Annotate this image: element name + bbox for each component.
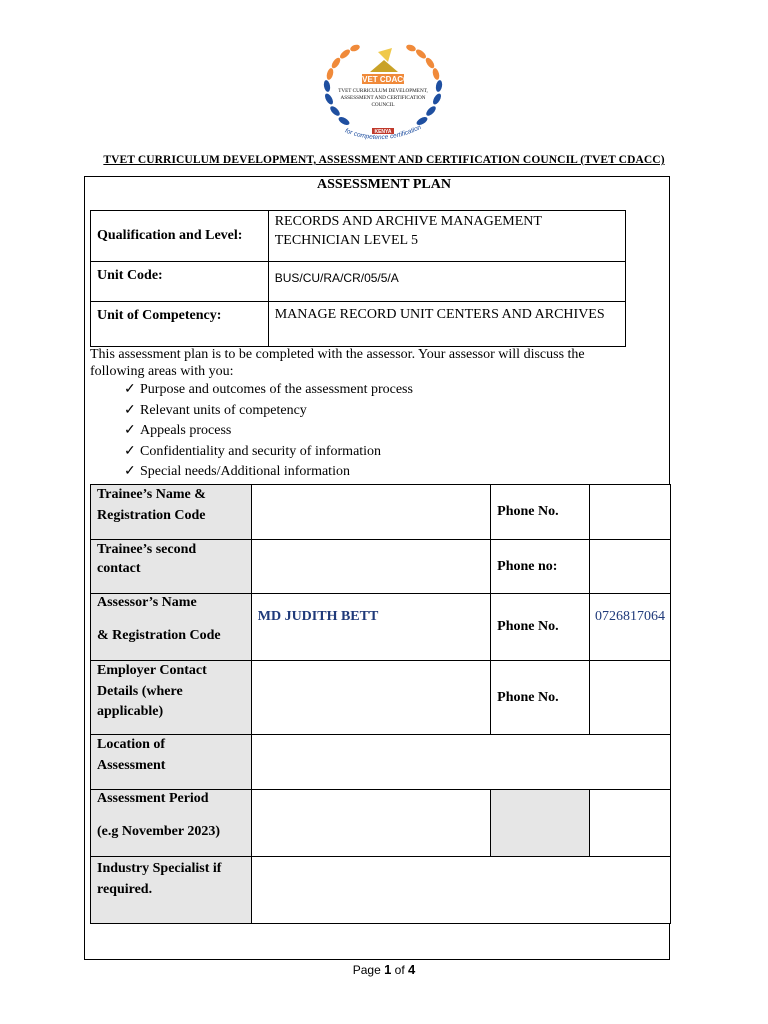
location-field[interactable]	[251, 735, 670, 790]
document-title: ASSESSMENT PLAN	[317, 177, 451, 192]
list-item: ✓ Relevant units of competency	[124, 401, 413, 422]
organization-title: TVET CURRICULUM DEVELOPMENT, ASSESSMENT AND CERTIFICATION COUNCIL (TVET CDACC)	[103, 154, 665, 166]
table-row	[91, 661, 671, 735]
table-row	[91, 302, 626, 347]
assessor-name-value[interactable]: MD JUDITH BETT	[251, 594, 490, 661]
table-row	[91, 485, 671, 540]
employer-contact-field[interactable]	[251, 661, 490, 735]
second-phone-label: Phone no:	[491, 540, 590, 594]
svg-text:COUNCIL: COUNCIL	[371, 102, 395, 108]
trainee-phone-field[interactable]	[590, 485, 671, 540]
assessment-period-extra-cell	[491, 790, 590, 857]
trainee-name-field[interactable]	[251, 485, 490, 540]
assessor-name-label: Assessor’s Name & Registration Code	[91, 594, 252, 661]
page-footer: Page 1 of 4	[352, 962, 416, 977]
assessor-phone-label: Phone No.	[491, 594, 590, 661]
table-row	[91, 735, 671, 790]
assessment-period-extra-field[interactable]	[590, 790, 671, 857]
table-row	[91, 594, 671, 661]
laurel-right-icon	[405, 43, 443, 126]
laurel-left-icon	[323, 43, 361, 126]
assessor-phone-value[interactable]: 0726817064	[590, 594, 671, 661]
svg-text:TVET CURRICULUM DEVELOPMENT,: TVET CURRICULUM DEVELOPMENT,	[338, 88, 428, 94]
qualification-value: RECORDS AND ARCHIVE MANAGEMENT TECHNICIAN LEVEL 5	[268, 211, 625, 262]
industry-specialist-label: Industry Specialist if required.	[91, 857, 252, 924]
competency-label: Unit of Competency:	[91, 302, 269, 347]
checkmark-icon: ✓	[124, 464, 136, 479]
list-item: ✓ Appeals process	[124, 421, 413, 442]
table-row	[91, 211, 626, 262]
unit-code-value: BUS/CU/RA/CR/05/5/A	[268, 262, 625, 302]
svg-text:for competence certification: for competence certification	[343, 123, 423, 142]
assessment-period-field[interactable]	[251, 790, 490, 857]
list-item: ✓ Purpose and outcomes of the assessment process	[124, 380, 413, 401]
assessment-details-table	[90, 484, 671, 924]
employer-contact-label: Employer Contact Details (where applicable)	[91, 661, 252, 735]
second-contact-label: Trainee’s second contact	[91, 540, 252, 594]
checkmark-icon: ✓	[124, 423, 136, 438]
checkmark-icon: ✓	[124, 402, 136, 418]
table-row	[91, 857, 671, 924]
table-row	[91, 262, 626, 302]
industry-specialist-field[interactable]	[251, 857, 670, 924]
table-row	[91, 790, 671, 857]
checkmark-icon: ✓	[124, 382, 136, 397]
trainee-phone-label: Phone No.	[491, 485, 590, 540]
location-label: Location of Assessment	[91, 735, 252, 790]
list-item: ✓ Special needs/Additional information	[124, 462, 413, 483]
svg-text:KENYA: KENYA	[374, 129, 392, 135]
svg-text:TVET CDACC: TVET CDACC	[357, 75, 409, 84]
employer-phone-label: Phone No.	[491, 661, 590, 735]
trainee-name-label: Trainee’s Name & Registration Code	[91, 485, 252, 540]
second-phone-field[interactable]	[590, 540, 671, 594]
assessment-period-label: Assessment Period (e.g November 2023)	[91, 790, 252, 857]
checklist	[124, 380, 413, 483]
qualification-table	[90, 210, 626, 347]
employer-phone-field[interactable]	[590, 661, 671, 735]
competency-value: MANAGE RECORD UNIT CENTERS AND ARCHIVES	[268, 302, 625, 347]
list-item: ✓ Confidentiality and security of information	[124, 442, 413, 463]
checkmark-icon: ✓	[124, 443, 136, 459]
unit-code-label: Unit Code:	[91, 262, 269, 302]
table-row	[91, 540, 671, 594]
tvet-cdacc-logo	[318, 42, 448, 148]
qualification-label: Qualification and Level:	[91, 211, 269, 262]
intro-text: This assessment plan is to be completed with the assessor. Your assessor will discuss the following areas with you:	[90, 347, 585, 379]
second-contact-field[interactable]	[251, 540, 490, 594]
svg-text:ASSESSMENT AND CERTIFICATION: ASSESSMENT AND CERTIFICATION	[340, 95, 426, 101]
